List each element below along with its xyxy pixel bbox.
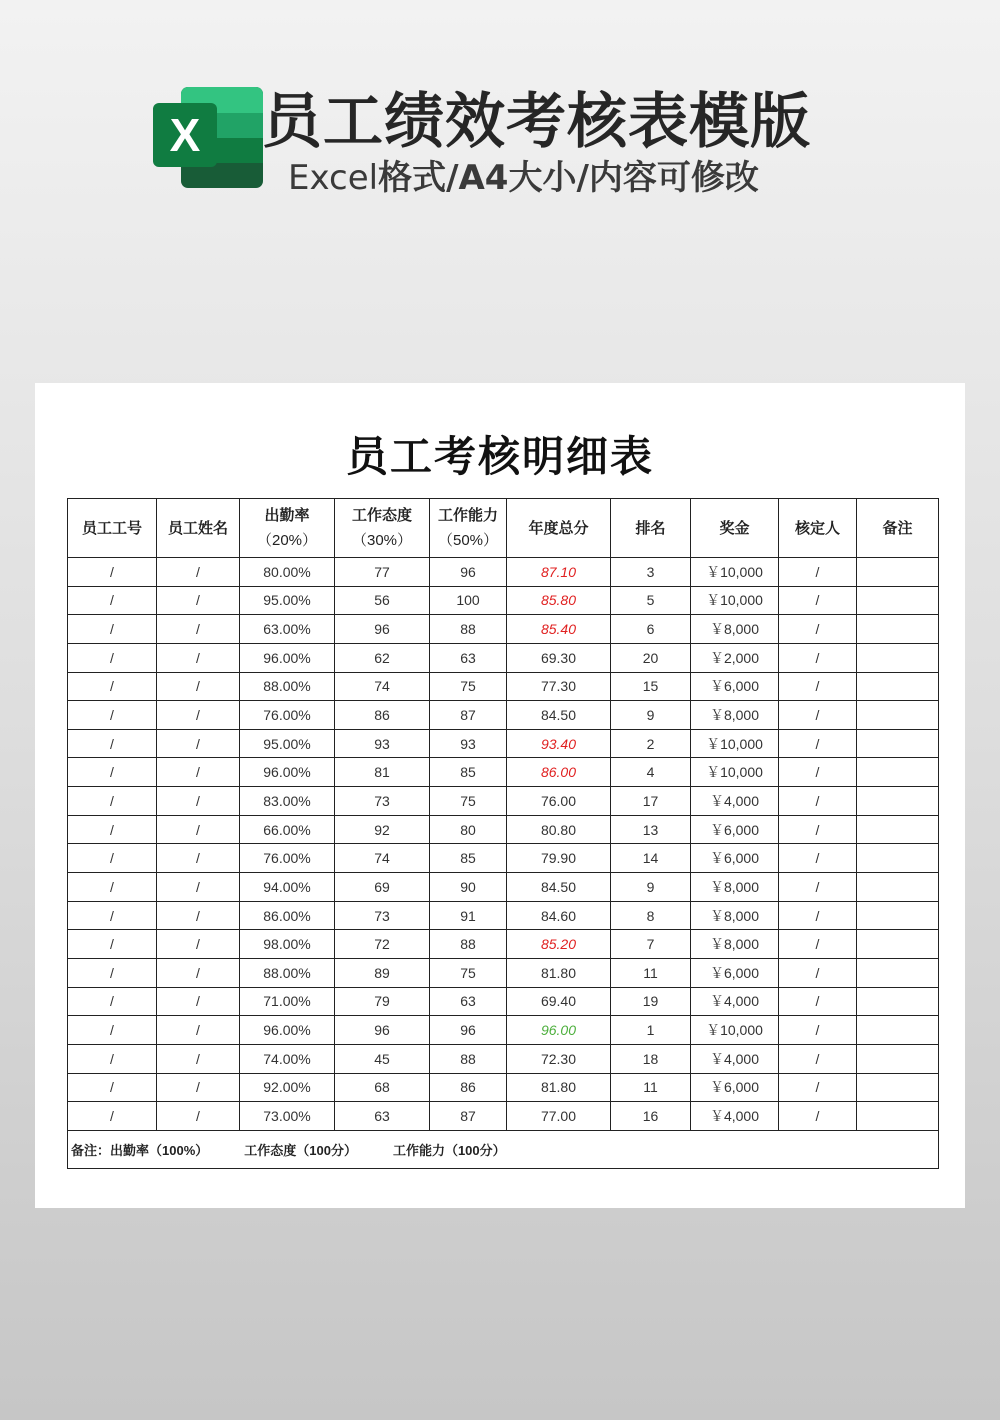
employee-id-cell: / [68,787,157,816]
rank-cell: 9 [611,701,691,730]
remark-cell [857,1016,939,1045]
attendance-cell: 88.00% [240,958,335,987]
hero-banner [0,0,1000,300]
bonus-cell: ￥6,000 [691,958,779,987]
column-header-weight: （30%） [351,532,413,549]
approver-cell: / [779,987,857,1016]
attendance-cell: 63.00% [240,615,335,644]
attendance-cell: 83.00% [240,787,335,816]
attitude-cell: 92 [335,815,430,844]
approver-cell: / [779,1073,857,1102]
employee-name-cell: / [157,1102,240,1131]
column-header-weight: （20%） [256,532,318,549]
svg-text:X: X [169,109,201,161]
approver-cell: / [779,958,857,987]
employee-name-cell: / [157,558,240,587]
employee-id-cell: / [68,958,157,987]
attendance-cell: 74.00% [240,1044,335,1073]
column-header-label: 核定人 [794,519,840,537]
total-score-cell: 85.80 [507,586,611,615]
table-row [68,1044,939,1073]
approver-cell: / [779,1016,857,1045]
employee-id-cell: / [68,672,157,701]
bonus-cell: ￥8,000 [691,701,779,730]
remark-cell [857,901,939,930]
table-row [68,701,939,730]
attitude-cell: 74 [335,844,430,873]
employee-id-cell: / [68,815,157,844]
employee-name-cell: / [157,586,240,615]
remark-cell [857,729,939,758]
ability-cell: 96 [430,1016,507,1045]
rank-cell: 5 [611,586,691,615]
attitude-cell: 93 [335,729,430,758]
rank-cell: 18 [611,1044,691,1073]
rank-cell: 16 [611,1102,691,1131]
attitude-cell: 77 [335,558,430,587]
table-row [68,930,939,959]
rank-cell: 14 [611,844,691,873]
ability-cell: 75 [430,958,507,987]
attendance-cell: 66.00% [240,815,335,844]
approver-cell: / [779,586,857,615]
column-header-label: 备注 [882,519,913,537]
ability-cell: 80 [430,815,507,844]
approver-cell: / [779,672,857,701]
table-row [68,643,939,672]
remark-cell [857,672,939,701]
attendance-cell: 95.00% [240,729,335,758]
total-score-cell: 81.80 [507,1073,611,1102]
column-header-label: 排名 [635,519,666,537]
employee-name-cell: / [157,987,240,1016]
employee-name-cell: / [157,672,240,701]
total-score-cell: 86.00 [507,758,611,787]
approver-cell: / [779,558,857,587]
total-score-cell: 85.40 [507,615,611,644]
employee-id-cell: / [68,844,157,873]
table-row [68,758,939,787]
employee-id-cell: / [68,643,157,672]
table-row [68,1073,939,1102]
employee-id-cell: / [68,586,157,615]
bonus-cell: ￥6,000 [691,815,779,844]
ability-cell: 88 [430,1044,507,1073]
table-row [68,615,939,644]
rank-cell: 7 [611,930,691,959]
ability-cell: 75 [430,787,507,816]
table-row [68,729,939,758]
attendance-cell: 95.00% [240,586,335,615]
ability-cell: 88 [430,615,507,644]
remark-cell [857,615,939,644]
rank-cell: 1 [611,1016,691,1045]
bonus-cell: ￥8,000 [691,901,779,930]
column-header-label: 员工工号 [81,519,142,537]
total-score-cell: 84.50 [507,701,611,730]
total-score-cell: 69.40 [507,987,611,1016]
employee-id-cell: / [68,987,157,1016]
total-score-cell: 77.30 [507,672,611,701]
bonus-cell: ￥4,000 [691,787,779,816]
total-score-cell: 96.00 [507,1016,611,1045]
approver-cell: / [779,1102,857,1131]
table-row [68,844,939,873]
employee-id-cell: / [68,758,157,787]
remark-cell [857,958,939,987]
ability-cell: 93 [430,729,507,758]
approver-cell: / [779,815,857,844]
total-score-cell: 76.00 [507,787,611,816]
attendance-cell: 71.00% [240,987,335,1016]
remark-cell [857,873,939,902]
rank-cell: 6 [611,615,691,644]
table-row [68,672,939,701]
ability-cell: 63 [430,987,507,1016]
total-score-cell: 85.20 [507,930,611,959]
employee-name-cell: / [157,1016,240,1045]
note-text: 备注：出勤率（100%） [71,1142,209,1158]
remark-cell [857,758,939,787]
attendance-cell: 86.00% [240,901,335,930]
approver-cell: / [779,643,857,672]
column-header-label: 年度总分 [528,519,589,537]
remark-cell [857,1102,939,1131]
approver-cell: / [779,758,857,787]
excel-logo-icon [153,87,263,188]
table-row [68,987,939,1016]
rank-cell: 3 [611,558,691,587]
ability-cell: 87 [430,1102,507,1131]
attitude-cell: 86 [335,701,430,730]
bonus-cell: ￥10,000 [691,586,779,615]
note-text: 工作态度（100分） [244,1142,357,1158]
table-row [68,558,939,587]
approver-cell: / [779,873,857,902]
remark-cell [857,844,939,873]
total-score-cell: 80.80 [507,815,611,844]
attendance-cell: 92.00% [240,1073,335,1102]
note-row [68,1130,939,1168]
ability-cell: 63 [430,643,507,672]
remark-cell [857,643,939,672]
ability-cell: 91 [430,901,507,930]
total-score-cell: 79.90 [507,844,611,873]
remark-cell [857,558,939,587]
hero-subtitle-rest: 格式/A4大小/内容可修改 [378,158,759,198]
rank-cell: 11 [611,1073,691,1102]
bonus-cell: ￥10,000 [691,558,779,587]
rank-cell: 19 [611,987,691,1016]
column-header-label: 工作态度 [351,507,412,524]
employee-name-cell: / [157,1044,240,1073]
column-header-label: 员工姓名 [167,519,228,537]
table-body [68,558,939,1169]
hero-subtitle [288,150,759,199]
employee-name-cell: / [157,930,240,959]
remark-cell [857,1073,939,1102]
rank-cell: 20 [611,643,691,672]
rank-cell: 13 [611,815,691,844]
remark-cell [857,1044,939,1073]
ability-cell: 96 [430,558,507,587]
attitude-cell: 96 [335,615,430,644]
total-score-cell: 87.10 [507,558,611,587]
attitude-cell: 62 [335,643,430,672]
attendance-cell: 98.00% [240,930,335,959]
employee-id-cell: / [68,615,157,644]
attitude-cell: 72 [335,930,430,959]
bonus-cell: ￥8,000 [691,873,779,902]
ability-cell: 75 [430,672,507,701]
ability-cell: 100 [430,586,507,615]
table-row [68,901,939,930]
attendance-cell: 88.00% [240,672,335,701]
employee-name-cell: / [157,958,240,987]
attitude-cell: 74 [335,672,430,701]
bonus-cell: ￥10,000 [691,758,779,787]
employee-id-cell: / [68,873,157,902]
employee-id-cell: / [68,930,157,959]
employee-id-cell: / [68,1016,157,1045]
approver-cell: / [779,701,857,730]
attitude-cell: 89 [335,958,430,987]
attendance-cell: 94.00% [240,873,335,902]
table-row [68,873,939,902]
remark-cell [857,930,939,959]
employee-id-cell: / [68,901,157,930]
bonus-cell: ￥6,000 [691,844,779,873]
approver-cell: / [779,729,857,758]
ability-cell: 87 [430,701,507,730]
ability-cell: 88 [430,930,507,959]
employee-name-cell: / [157,758,240,787]
rank-cell: 11 [611,958,691,987]
assessment-table [67,498,939,1169]
ability-cell: 86 [430,1073,507,1102]
rank-cell: 4 [611,758,691,787]
total-score-cell: 93.40 [507,729,611,758]
remark-cell [857,586,939,615]
attendance-cell: 96.00% [240,758,335,787]
attendance-cell: 76.00% [240,701,335,730]
bonus-cell: ￥6,000 [691,672,779,701]
table-row [68,586,939,615]
ability-cell: 90 [430,873,507,902]
column-header [691,499,779,558]
rank-cell: 17 [611,787,691,816]
attitude-cell: 45 [335,1044,430,1073]
total-score-cell: 77.00 [507,1102,611,1131]
column-header-label: 奖金 [719,519,750,537]
bonus-cell: ￥6,000 [691,1073,779,1102]
total-score-cell: 81.80 [507,958,611,987]
attendance-cell: 73.00% [240,1102,335,1131]
hero-title: 员工绩效考核表模版 [262,87,811,157]
ability-cell: 85 [430,844,507,873]
employee-id-cell: / [68,1073,157,1102]
table-row [68,1102,939,1131]
bonus-cell: ￥10,000 [691,1016,779,1045]
employee-name-cell: / [157,615,240,644]
rank-cell: 2 [611,729,691,758]
ability-cell: 85 [430,758,507,787]
column-header [857,499,939,558]
attitude-cell: 73 [335,787,430,816]
total-score-cell: 84.50 [507,873,611,902]
employee-name-cell: / [157,729,240,758]
column-header-weight: （50%） [437,532,499,549]
remark-cell [857,701,939,730]
column-header [335,499,430,558]
employee-name-cell: / [157,901,240,930]
attitude-cell: 73 [335,901,430,930]
remark-cell [857,815,939,844]
table-row [68,1016,939,1045]
column-header [507,499,611,558]
bonus-cell: ￥4,000 [691,1102,779,1131]
attitude-cell: 63 [335,1102,430,1131]
total-score-cell: 84.60 [507,901,611,930]
bonus-cell: ￥8,000 [691,930,779,959]
employee-name-cell: / [157,701,240,730]
approver-cell: / [779,787,857,816]
attitude-cell: 68 [335,1073,430,1102]
employee-name-cell: / [157,1073,240,1102]
column-header [611,499,691,558]
employee-name-cell: / [157,815,240,844]
table-row [68,815,939,844]
hero-subtitle-lead: Excel [288,158,379,198]
employee-id-cell: / [68,1102,157,1131]
attitude-cell: 96 [335,1016,430,1045]
employee-id-cell: / [68,701,157,730]
remark-cell [857,787,939,816]
employee-name-cell: / [157,844,240,873]
employee-name-cell: / [157,787,240,816]
note-text: 工作能力（100分） [392,1142,506,1158]
attitude-cell: 81 [335,758,430,787]
employee-id-cell: / [68,729,157,758]
attitude-cell: 69 [335,873,430,902]
table-row [68,787,939,816]
approver-cell: / [779,615,857,644]
employee-id-cell: / [68,558,157,587]
approver-cell: / [779,901,857,930]
bonus-cell: ￥2,000 [691,643,779,672]
rank-cell: 15 [611,672,691,701]
approver-cell: / [779,844,857,873]
rank-cell: 8 [611,901,691,930]
total-score-cell: 72.30 [507,1044,611,1073]
bonus-cell: ￥4,000 [691,987,779,1016]
column-header [157,499,240,558]
approver-cell: / [779,930,857,959]
bonus-cell: ￥8,000 [691,615,779,644]
attitude-cell: 56 [335,586,430,615]
column-header [240,499,335,558]
approver-cell: / [779,1044,857,1073]
table-header-row [68,499,939,558]
employee-id-cell: / [68,1044,157,1073]
note-cell [68,1130,939,1168]
column-header [779,499,857,558]
employee-name-cell: / [157,643,240,672]
bonus-cell: ￥10,000 [691,729,779,758]
attendance-cell: 80.00% [240,558,335,587]
column-header [68,499,157,558]
table-row [68,958,939,987]
attendance-cell: 96.00% [240,643,335,672]
column-header-label: 出勤率 [264,507,310,524]
column-header-label: 工作能力 [437,507,498,524]
bonus-cell: ￥4,000 [691,1044,779,1073]
remark-cell [857,987,939,1016]
attendance-cell: 76.00% [240,844,335,873]
attitude-cell: 79 [335,987,430,1016]
employee-name-cell: / [157,873,240,902]
column-header [430,499,507,558]
total-score-cell: 69.30 [507,643,611,672]
rank-cell: 9 [611,873,691,902]
attendance-cell: 96.00% [240,1016,335,1045]
sheet-title: 员工考核明细表 [345,432,654,481]
